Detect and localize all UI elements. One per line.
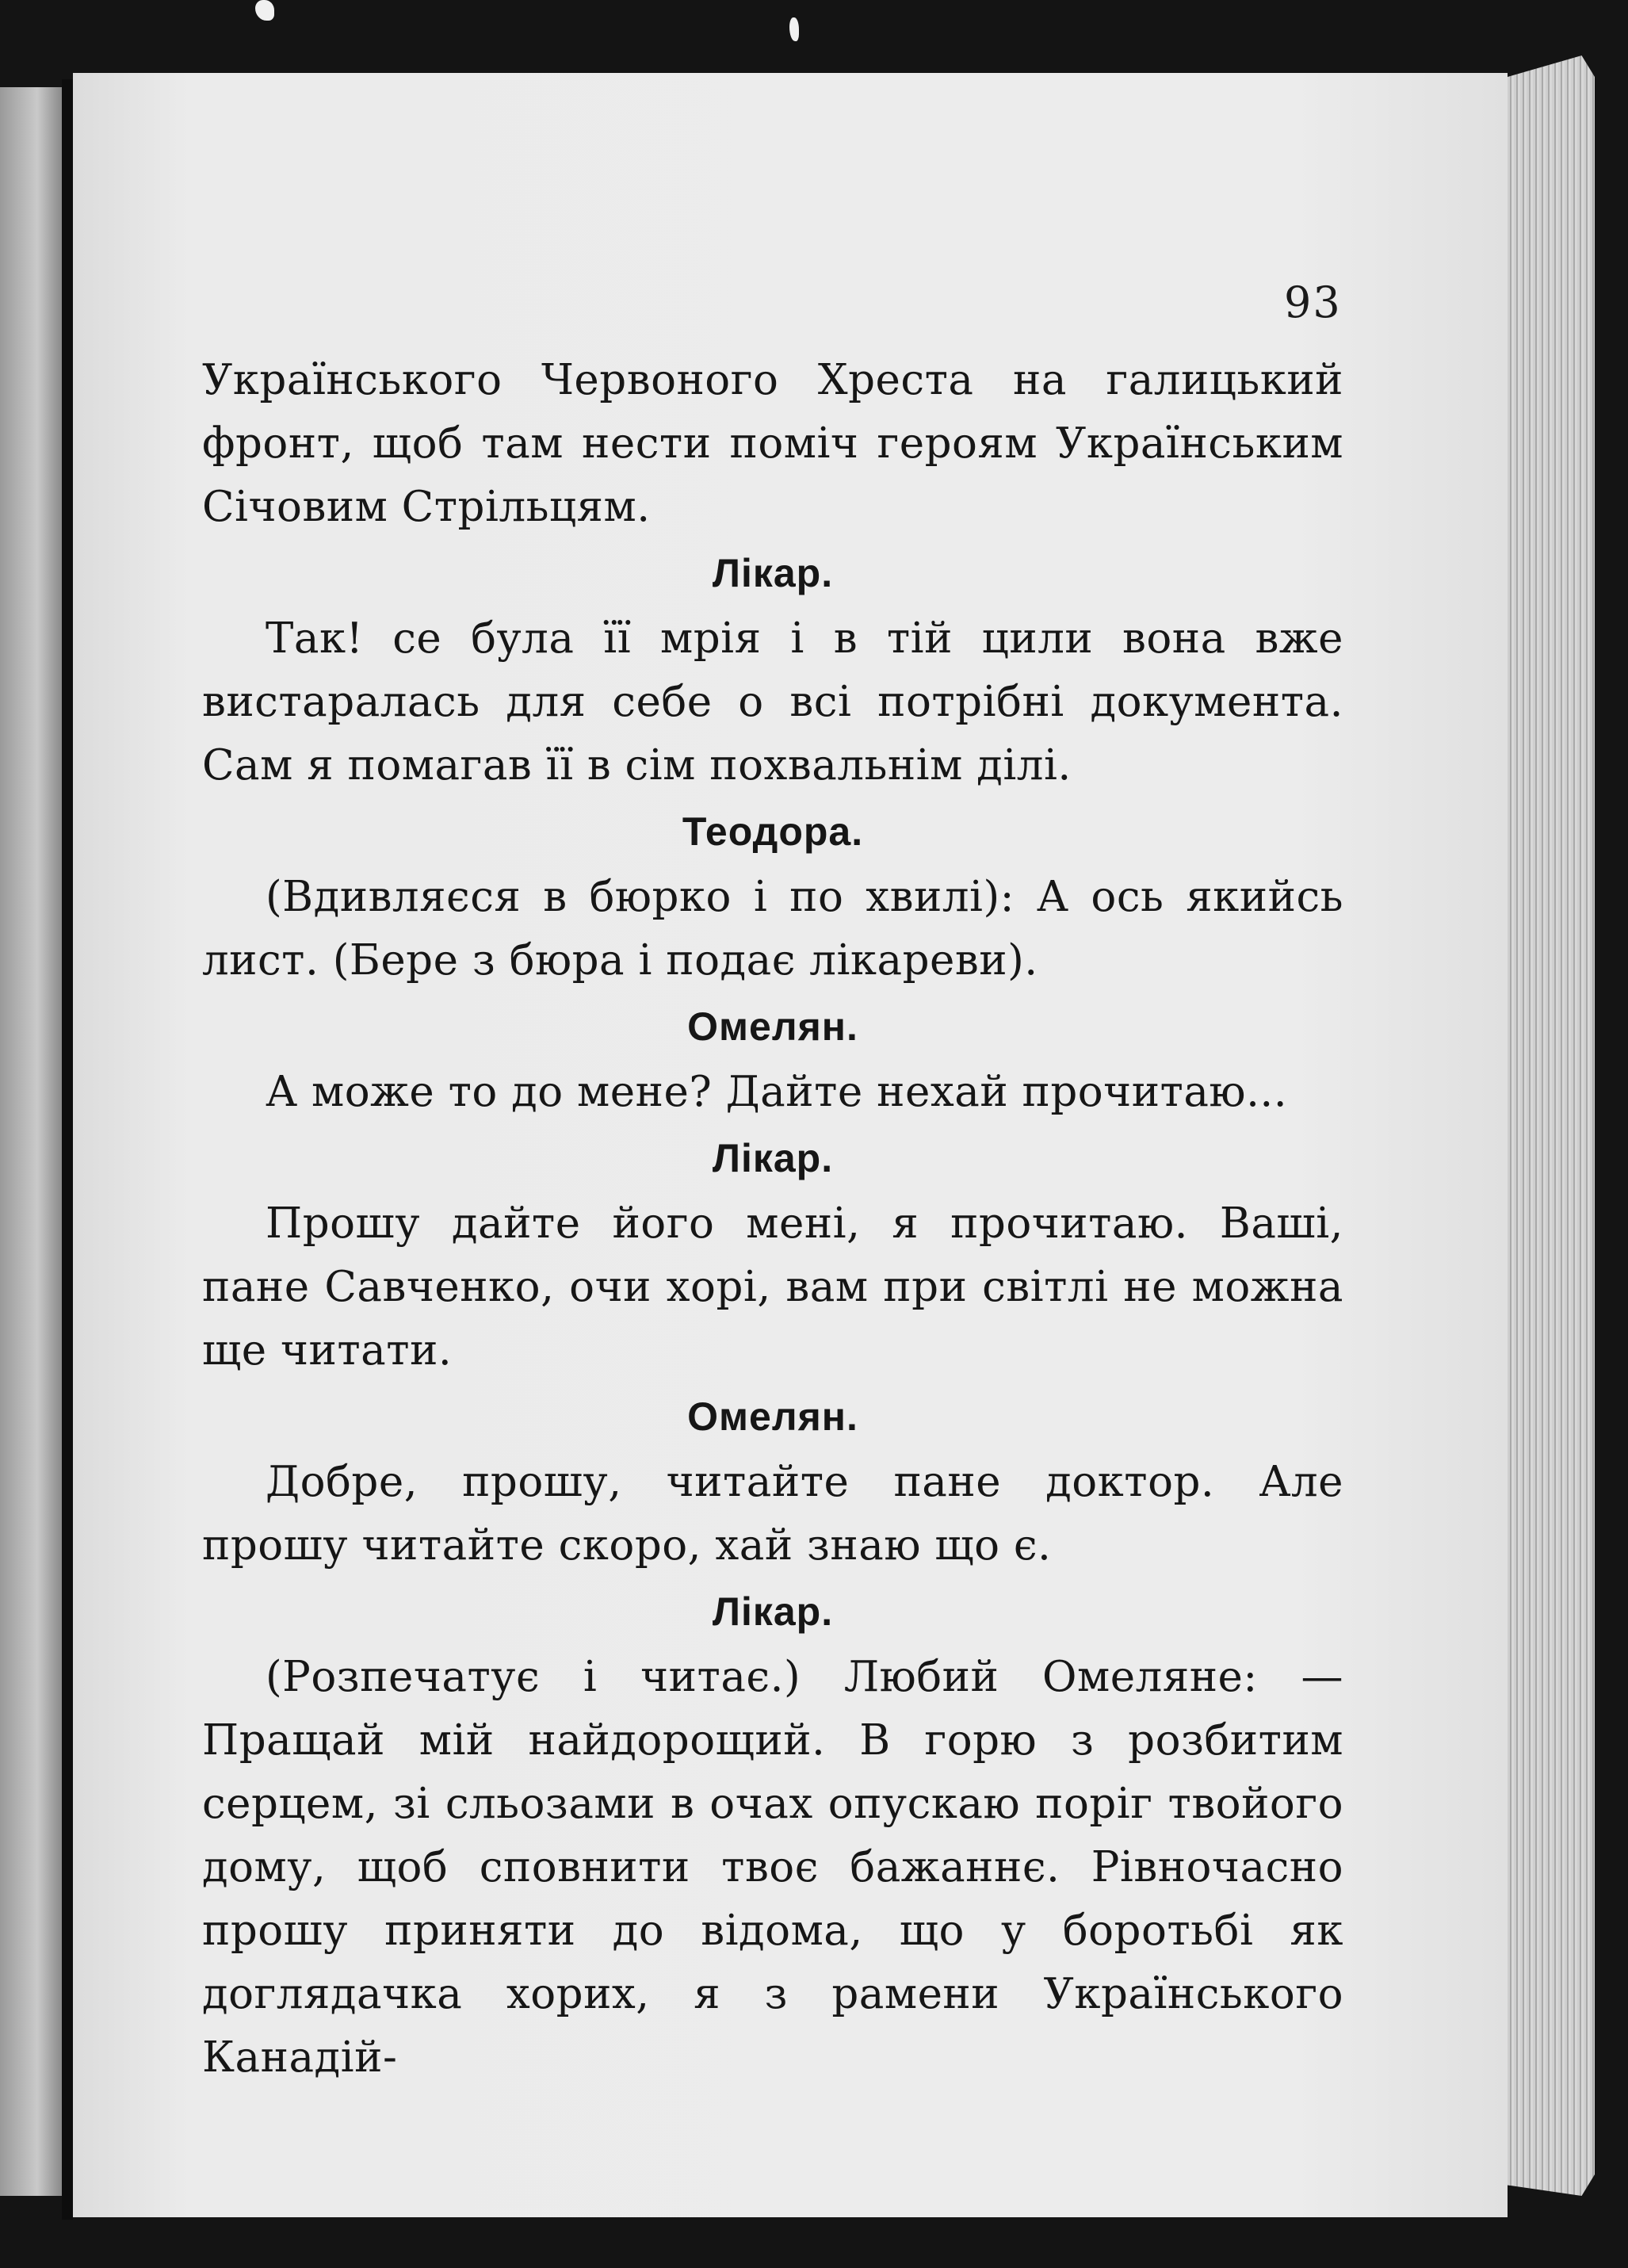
speaker-name: Лікар. [712, 551, 834, 595]
left-page-edge [0, 87, 62, 2196]
paragraph: Українського Червоного Хреста на галицький фронт, щоб там нести поміч героям Українським Січовим Стрільцям. [202, 356, 1343, 531]
paragraph: (Розпечатує і читає.) Любий Омеляне: — Пращай мій найдорощий. В горю з розбитим серцем, зі сльозами в очах опускаю поріг твойого дому, щоб сповнити твоє бажаннє. Рівночасно прошу приняти до відома, що у боротьбі як доглядачка хорих, я з рамени Українського Канадій- [202, 1653, 1343, 2082]
scan-artifact [255, 0, 274, 21]
page-number: 93 [1284, 277, 1342, 327]
speaker-name: Омелян. [687, 1394, 858, 1439]
paragraph: (Вдивляєся в бюрко і по хвилі): А ось якийсь лист. (Бере з бюра і подає лікареви). [202, 873, 1343, 985]
speaker-name: Лікар. [712, 1136, 834, 1180]
paragraph: Добре, прошу, читайте пане доктор. Але прошу читайте скоро, хай знаю що є. [202, 1458, 1343, 1570]
paragraph: А може то до мене? Дайте нехай прочитаю... [266, 1068, 1288, 1116]
page-content [202, 349, 1343, 2090]
speaker-name: Лікар. [712, 1589, 834, 1634]
book-spine [62, 79, 73, 2220]
paragraph: Так! се була її мрія і в тій цили вона вже вистаралась для себе о всі потрібні документа. Сам я помагав її в сім похвальнім ділі. [202, 614, 1343, 790]
page-edges [1508, 55, 1595, 2196]
paragraph: Прошу дайте його мені, я прочитаю. Ваші, пане Савченко, очи хорі, вам при світлі не можна ще читати. [202, 1199, 1343, 1375]
scan-artifact [789, 17, 799, 41]
speaker-name: Омелян. [687, 1004, 858, 1049]
speaker-name: Теодора. [682, 809, 864, 854]
